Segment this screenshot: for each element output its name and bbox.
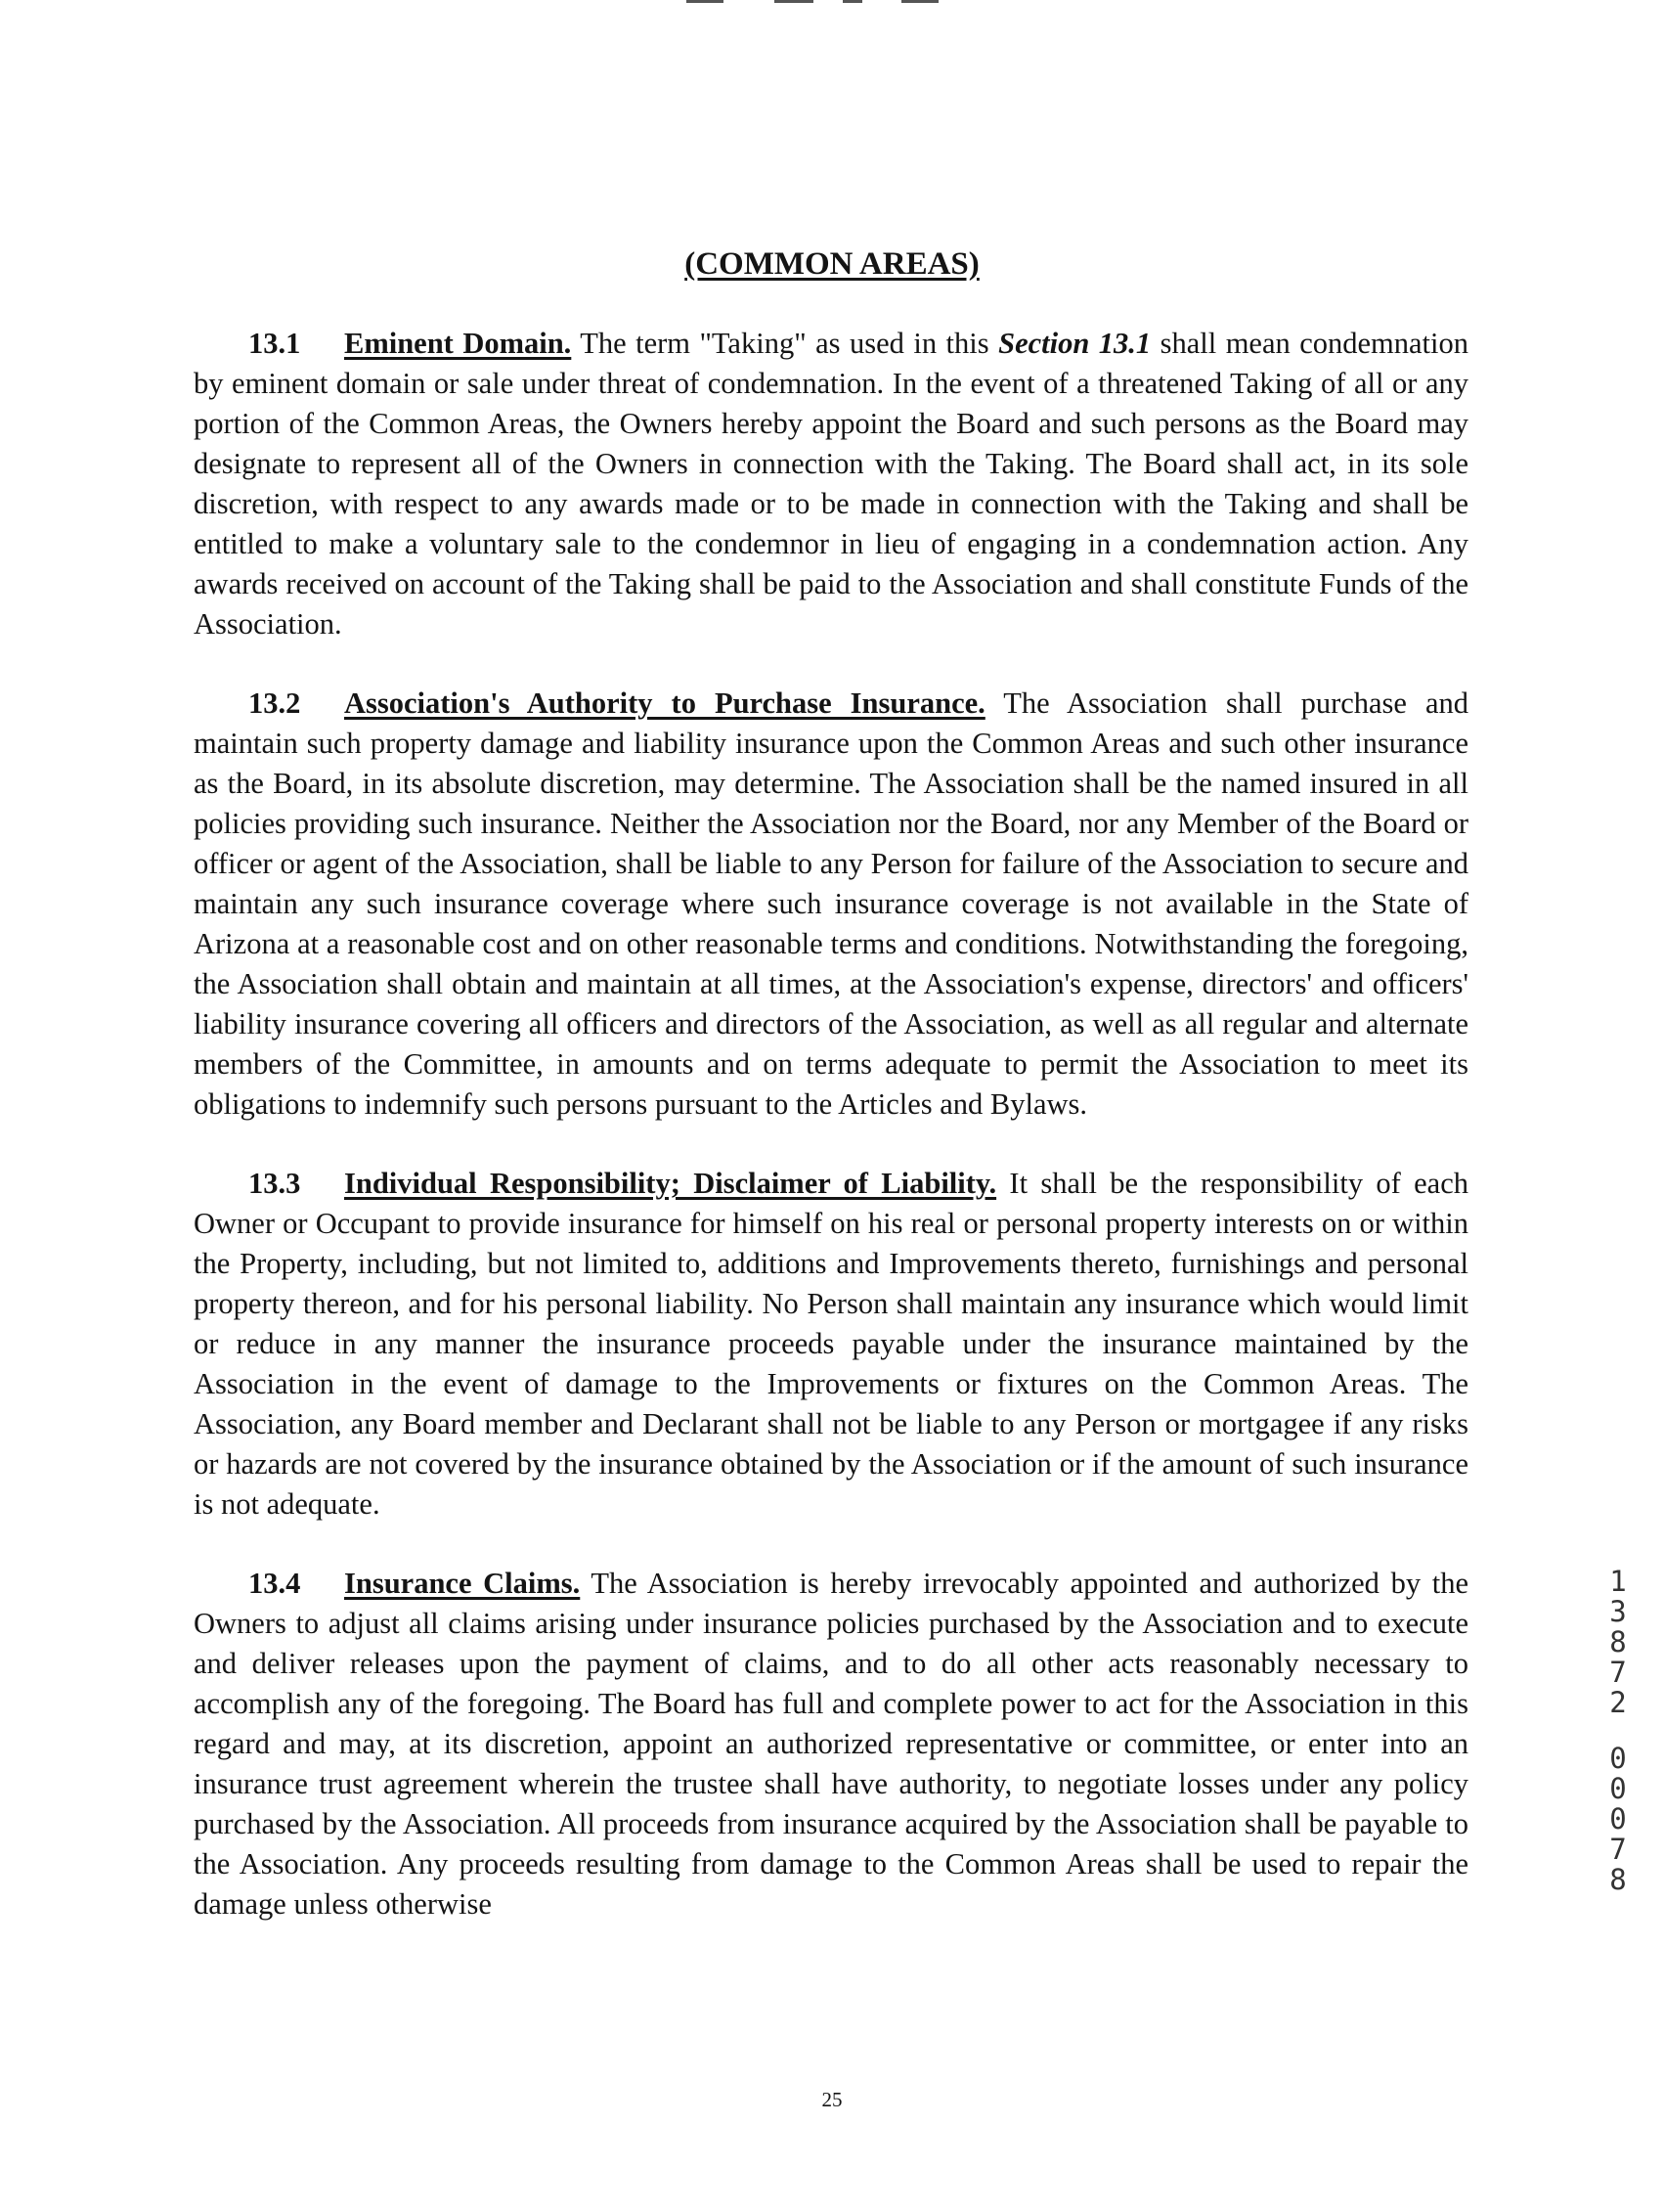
stamp-digit: 7	[1609, 1833, 1627, 1866]
stamp-digit: 7	[1609, 1656, 1627, 1689]
stamp-digit: 3	[1609, 1595, 1627, 1628]
section-number: 13.3	[248, 1167, 301, 1200]
scan-header-marks	[686, 0, 950, 6]
section-13-4	[194, 1564, 1468, 1924]
stamp-digit: 0	[1609, 1772, 1627, 1805]
section-13-1	[194, 324, 1468, 644]
section-text: The Association shall purchase and maintain such property damage and liability insurance upon the Common Areas and such other insurance as the Board, in its absolute discretion, may determine. The Association shall be the named insured in all policies providing such insurance. Neither the Association nor the Board, nor any Member of the Board or officer or agent of the Association, shall be liable to any Person for failure of the Association to secure and maintain any such insurance coverage where such insurance coverage is not available in the State of Arizona at a reasonable cost and on other reasonable terms and conditions. Notwithstanding the foregoing, the Association shall obtain and maintain at all times, at the Association's expense, directors' and officers' liability insurance covering all officers and directors of the Association, as well as all regular and alternate members of the Committee, in amounts and on terms adequate to permit the Association to meet its obligations to indemnify such persons pursuant to the Articles and Bylaws.	[194, 686, 1468, 1121]
section-title: Association's Authority to Purchase Insurance.	[344, 686, 985, 720]
section-13-2	[194, 684, 1468, 1125]
section-reference: Section 13.1	[998, 327, 1152, 360]
document-body	[194, 324, 1468, 1964]
stamp-digit: 8	[1609, 1625, 1627, 1659]
page-heading	[0, 244, 1664, 284]
section-13-3	[194, 1164, 1468, 1525]
stamp-digit: 2	[1609, 1686, 1627, 1719]
page-number: 25	[821, 2088, 843, 2111]
section-title: Individual Responsibility; Disclaimer of Liability.	[344, 1167, 997, 1200]
stamp-digit: 8	[1609, 1863, 1627, 1896]
stamp-digit: 1	[1609, 1565, 1627, 1598]
section-text: shall mean condemnation by eminent domain or sale under threat of condemnation. In the event of a threatened Taking of all or any portion of the Common Areas, the Owners hereby appoint the Board and such persons as the Board may designate to represent all of the Owners in connection with the Taking. The Board shall act, in its sole discretion, with respect to any awards made or to be made in connection with the Taking and shall be entitled to make a voluntary sale to the condemnor in lieu of engaging in a condemnation action. Any awards received on account of the Taking shall be paid to the Association and shall constitute Funds of the Association.	[194, 327, 1469, 641]
section-text: It shall be the responsibility of each Owner or Occupant to provide insurance for himself on his real or personal property interests on or within the Property, including, but not limited to, additions and Improvements thereto, furnishings and personal property thereon, and for his personal liability. No Person shall maintain any insurance which would limit or reduce in any manner the insurance proceeds payable under the insurance maintained by the Association in the event of damage to the Improvements or fixtures on the Common Areas. The Association, any Board member and Declarant shall not be liable to any Person or mortgagee if any risks or hazards are not covered by the insurance obtained by the Association or if the amount of such insurance is not adequate.	[194, 1167, 1468, 1521]
section-number: 13.1	[248, 327, 301, 360]
stamp-digit: 0	[1609, 1802, 1627, 1836]
section-text: The term "Taking" as used in this	[571, 327, 999, 360]
recording-number-stamp	[1598, 1567, 1638, 1895]
heading-text: (COMMON AREAS)	[684, 246, 980, 282]
section-title: Insurance Claims.	[344, 1567, 581, 1600]
section-number: 13.2	[248, 686, 301, 720]
section-number: 13.4	[248, 1567, 301, 1600]
stamp-digit: 0	[1609, 1742, 1627, 1775]
section-text: The Association is hereby irrevocably appointed and authorized by the Owners to adjust all claims arising under insurance policies purchased by the Association and to execute and deliver releases upon the payment of claims, and to do all other acts reasonably necessary to accomplish any of the foregoing. The Board has full and complete power to act for the Association in this regard and may, at its discretion, appoint an authorized representative or committee, or enter into an insurance trust agreement wherein the trustee shall have authority, to negotiate losses under any policy purchased by the Association. All proceeds from insurance acquired by the Association shall be payable to the Association. Any proceeds resulting from damage to the Common Areas shall be used to repair the damage unless otherwise	[194, 1567, 1468, 1921]
section-title: Eminent Domain.	[344, 327, 572, 360]
